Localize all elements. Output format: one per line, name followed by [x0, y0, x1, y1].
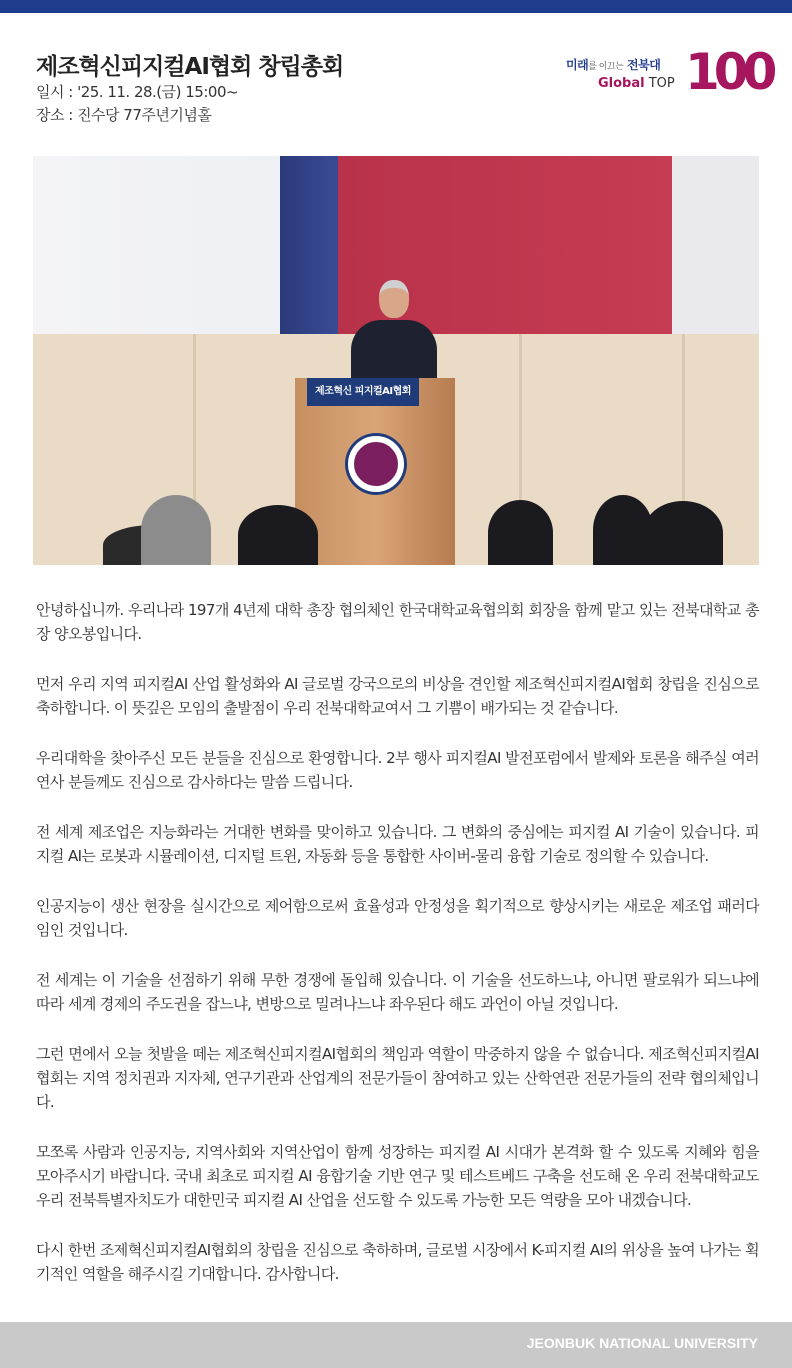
paragraph: 다시 한번 조제혁신피지컬AI협회의 창립을 진심으로 축하하며, 글로벌 시장에서 K-피지컬 AI의 위상을 높여 나가는 획기적인 역할을 해주시길 기대합니다. 감사합니다.	[36, 1241, 759, 1283]
page-title: 제조혁신피지컬AI협회 창립총회	[36, 54, 344, 80]
speaker	[351, 280, 437, 390]
top-accent-bar	[0, 0, 792, 13]
event-photo	[33, 156, 759, 565]
logo-global-top: Global TOP	[598, 76, 675, 91]
event-place: 장소 : 진수당 77주년기념홀	[36, 106, 212, 124]
paragraph: 그런 면에서 오늘 첫발을 떼는 제조혁신피지컬AI협회의 책임과 역할이 막중하지 않을 수 없습니다. 제조혁신피지컬AI협회는 지역 정치권과 지자체, 연구기관과 산업계의 전문가들이 참여하고 있는 산학연관 전문가들의 전략 협의체입니다.	[36, 1045, 759, 1111]
footer	[0, 1322, 792, 1368]
footer-university-name: JEONBUK NATIONAL UNIVERSITY	[526, 1335, 758, 1351]
logo-number: 100	[685, 43, 772, 101]
event-date: 일시 : '25. 11. 28.(금) 15:00~	[36, 83, 239, 101]
university-seal-icon	[348, 436, 404, 492]
paragraph: 전 세계 제조업은 지능화라는 거대한 변화를 맞이하고 있습니다. 그 변화의 중심에는 피지컬 AI 기술이 있습니다. 피지컬 AI는 로봇과 시뮬레이션, 디지털 트윈, 자동화 등을 통합한 사이버-물리 융합 기술로 정의할 수 있습니다.	[36, 823, 759, 865]
audience	[33, 495, 759, 565]
paragraph: 먼저 우리 지역 피지컬AI 산업 활성화와 AI 글로벌 강국으로의 비상을 견인할 제조혁신피지컬AI협회 창립을 진심으로 축하합니다. 이 뜻깊은 모임의 출발점이 우리 전북대학교여서 그 기쁨이 배가되는 것 같습니다.	[36, 675, 759, 717]
paragraph: 전 세계는 이 기술을 선점하기 위해 무한 경쟁에 돌입해 있습니다. 이 기술을 선도하느냐, 아니면 팔로워가 되느냐에 따라 세계 경제의 주도권을 잡느냐, 변방으로 밀려나느냐 좌우된다 해도 과언이 아닐 것입니다.	[36, 971, 759, 1013]
paragraph: 인공지능이 생산 현장을 실시간으로 제어함으로써 효율성과 안정성을 획기적으로 향상시키는 새로운 제조업 패러다임인 것입니다.	[36, 897, 759, 939]
global-top-100-logo	[562, 43, 772, 101]
speech-body	[36, 598, 759, 1312]
paragraph: 모쪼록 사람과 인공지능, 지역사회와 지역산업이 함께 성장하는 피지컬 AI 시대가 본격화 할 수 있도록 지혜와 힘을 모아주시기 바랍니다. 국내 최초로 피지컬 AI 융합기술 기반 연구 및 테스트베드 구축을 선도해 온 우리 전북대학교도 우리 전북특별자치도가 대한민국 피지컬 AI 산업을 선도할 수 있도록 가능한 모든 역량을 모아 내겠습니다.	[36, 1143, 759, 1209]
podium-sign: 제조혁신 피지컬AI협회	[307, 378, 419, 406]
paragraph: 우리대학을 찾아주신 모든 분들을 진심으로 환영합니다. 2부 행사 피지컬AI 발전포럼에서 발제와 토론을 해주실 여러 연사 분들께도 진심으로 감사하다는 말씀 드립니다.	[36, 749, 759, 791]
paragraph: 안녕하십니까. 우리나라 197개 4년제 대학 총장 협의체인 한국대학교육협의회 회장을 함께 맡고 있는 전북대학교 총장 양오봉입니다.	[36, 601, 759, 643]
logo-tagline: 미래를 이끄는 전북대	[566, 58, 661, 72]
